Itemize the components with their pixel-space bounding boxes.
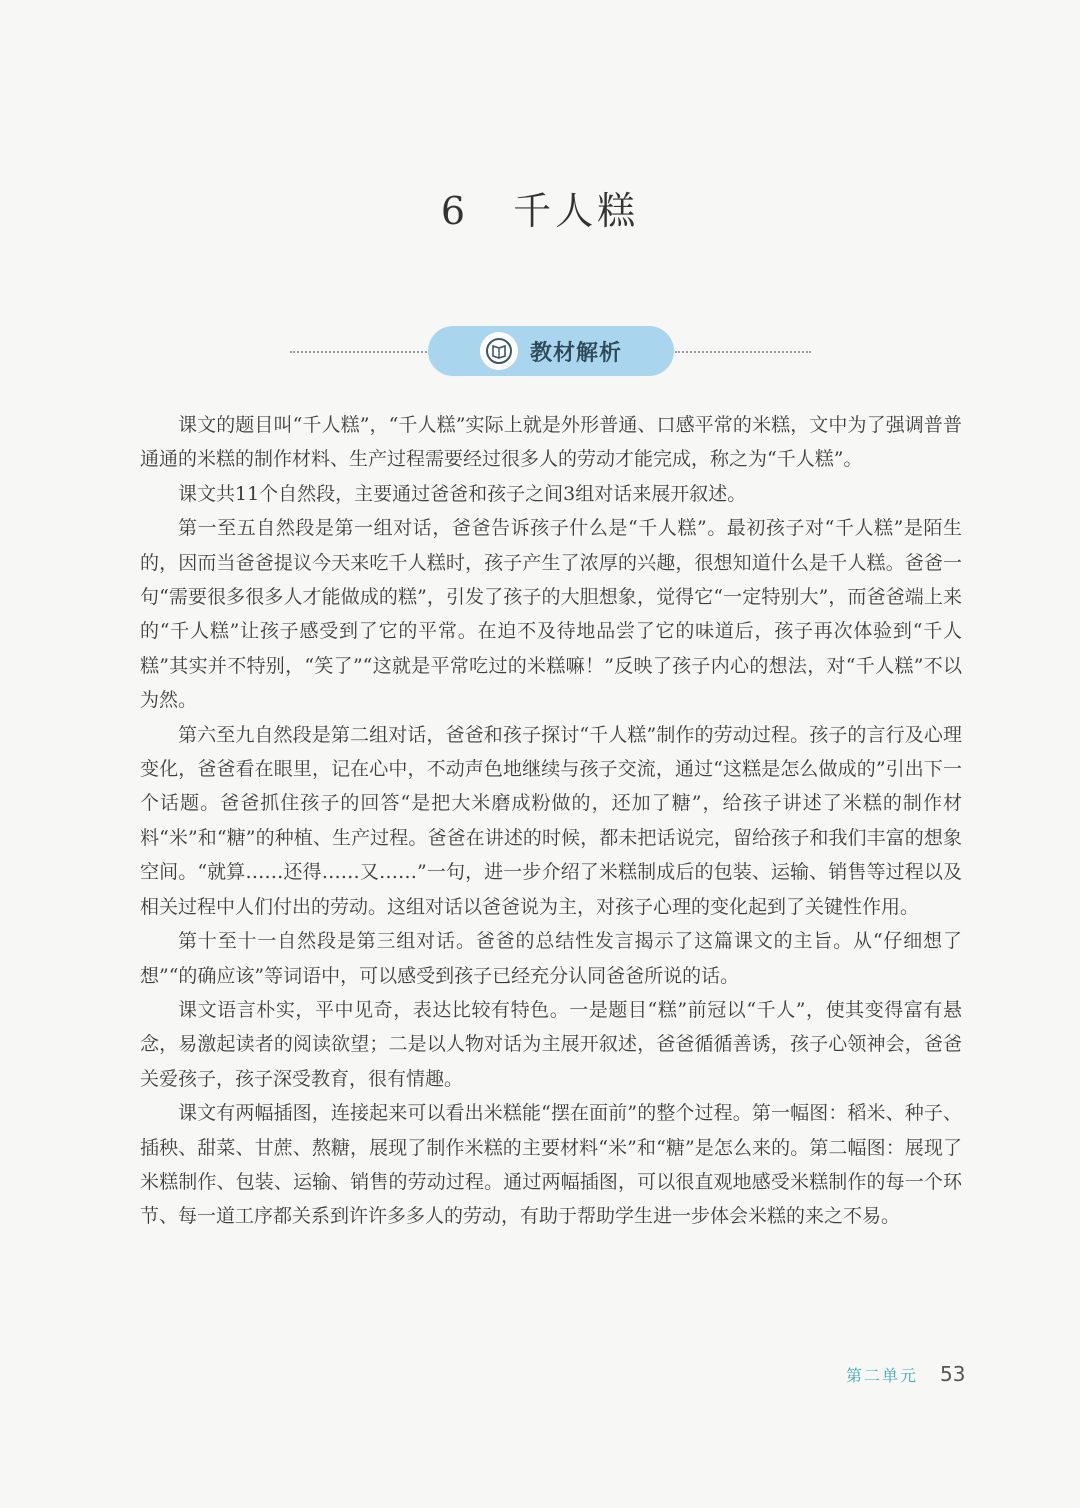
paragraph: 第一至五自然段是第一组对话，爸爸告诉孩子什么是“千人糕”。最初孩子对“千人糕”是陌生的，因而当爸爸提议今天来吃千人糕时，孩子产生了浓厚的兴趣，很想知道什么是千人糕。爸爸一句“需要很多很多人才能做成的糕”，引发了孩子的大胆想象，觉得它“一定特别大”，而爸爸端上来的“千人糕”让孩子感受到了它的平常。在迫不及待地品尝了它的味道后，孩子再次体验到“千人糕”其实并不特别，“笑了”“这就是平常吃过的米糕嘛！”反映了孩子内心的想法，对“千人糕”不以为然。 — [140, 517, 962, 712]
paragraph: 第十至十一自然段是第三组对话。爸爸的总结性发言揭示了这篇课文的主旨。从“仔细想了想”“的确应该”等词语中，可以感受到孩子已经充分认同爸爸所说的话。 — [140, 930, 962, 987]
dotted-divider-left — [290, 351, 430, 353]
body-text — [140, 408, 962, 1234]
paragraph: 课文的题目叫“千人糕”，“千人糕”实际上就是外形普通、口感平常的米糕，文中为了强调普普通通的米糕的制作材料、生产过程需要经过很多人的劳动才能完成，称之为“千人糕”。 — [140, 414, 962, 471]
section-title: 教材解析 — [530, 340, 623, 366]
section-badge — [428, 326, 674, 376]
paragraph: 课文语言朴实，平中见奇，表达比较有特色。一是题目“糕”前冠以“千人”，使其变得富有悬念，易激起读者的阅读欲望；二是以人物对话为主展开叙述，爸爸循循善诱，孩子心领神会，爸爸关爱孩子，孩子深受教育，很有情趣。 — [140, 998, 962, 1090]
paragraph: 课文有两幅插图，连接起来可以看出米糕能“摆在面前”的整个过程。第一幅图：稻米、种子、插秧、甜菜、甘蔗、熬糖，展现了制作米糕的主要材料“米”和“糖”是怎么来的。第二幅图：展现了米糕制作、包装、运输、销售的劳动过程。通过两幅插图，可以很直观地感受米糕制作的每一个环节、每一道工序都关系到许许多多人的劳动，有助于帮助学生进一步体会米糕的来之不易。 — [140, 1102, 962, 1228]
book-icon — [480, 332, 518, 370]
dotted-divider-right — [675, 351, 811, 353]
lesson-name: 千人糕 — [513, 189, 640, 233]
lesson-title — [0, 180, 1080, 235]
unit-label: 第二单元 — [846, 1366, 919, 1385]
page-number: 53 — [940, 1362, 966, 1386]
lesson-number: 6 — [440, 189, 470, 233]
page-footer — [846, 1362, 965, 1386]
paragraph: 第六至九自然段是第二组对话，爸爸和孩子探讨“千人糕”制作的劳动过程。孩子的言行及心理变化，爸爸看在眼里，记在心中，不动声色地继续与孩子交流，通过“这糕是怎么做成的”引出下一个话题。爸爸抓住孩子的回答“是把大米磨成粉做的，还加了糖”，给孩子讲述了米糕的制作材料“米”和“糖”的种植、生产过程。爸爸在讲述的时候，都未把话说完，留给孩子和我们丰富的想象空间。“就算……还得……又……”一句，进一步介绍了米糕制成后的包装、运输、销售等过程以及相关过程中人们付出的劳动。这组对话以爸爸说为主，对孩子心理的变化起到了关键性作用。 — [140, 723, 962, 918]
paragraph: 课文共11个自然段，主要通过爸爸和孩子之间3组对话来展开叙述。 — [178, 482, 747, 505]
section-header — [0, 326, 1080, 378]
